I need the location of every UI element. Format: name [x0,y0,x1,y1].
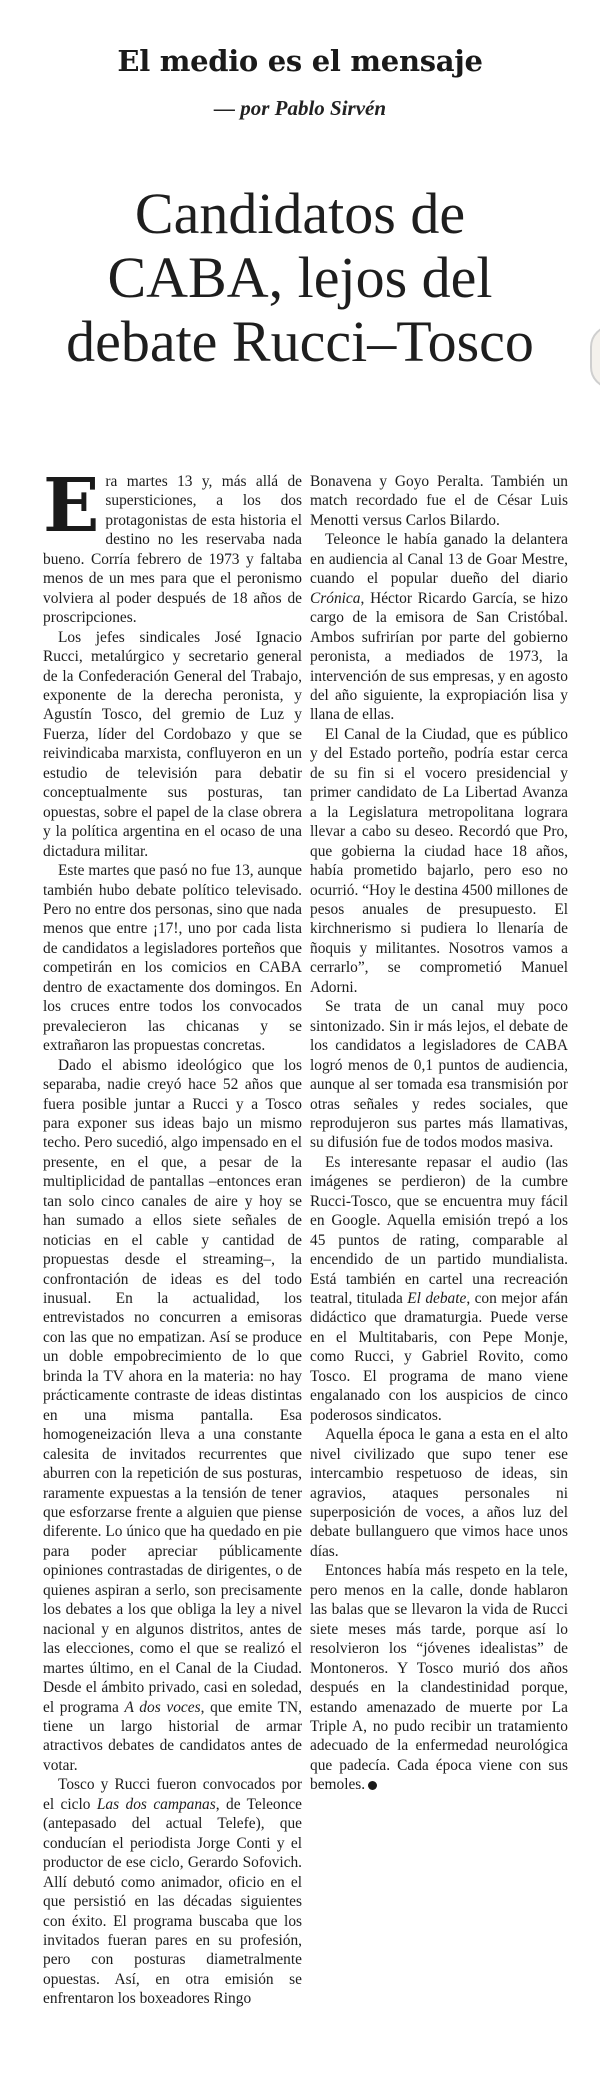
paragraph-9 [310,1153,568,1425]
play-title: El debate [407,1290,467,1308]
paragraph-5-continuation: , de Teleonce (antepasado del actual Telefe), que conducían el periodista Jorge Conti y el productor de ese ciclo, Gerardo Sofovich. Allí debutó como animador, oficio en el que persistió en las décadas siguientes con éxito. El programa buscaba que los invitados fueran pares en su profesión, pero con posturas diametralmente opuestas. Así, en otra emisión se enfrentaron los boxeadores Ringo [43,1795,302,2008]
paragraph-11-text: Entonces había más respeto en la tele, pero menos en la calle, donde hablaron las balas que se llevaron la vida de Rucci siete meses más tarde, porque así lo resolvieron los “jóvenes idealistas” de Montoneros. Y Tosco murió dos años después en la clandestinidad porque, estando amenazado de muerte por La Triple A, no pudo recibir un tratamiento adecuado de la enfermedad neurológica que padecía. Cada época viene con sus bemoles. [310,1562,568,1794]
program-title: A dos voces [124,1698,201,1716]
paragraph-6 [310,530,568,725]
paragraph-5 [43,1775,302,2008]
right-column-flow [310,472,568,530]
end-of-article-mark [368,1781,377,1790]
author-byline: — por Pablo Sirvén [213,96,387,120]
paragraph-8: Se trata de un canal muy poco sintonizado. Sin ir más lejos, el debate de los candidatos a legisladores de CABA logró menos de 0,1 puntos de audiencia, aunque al ser tomada esa transmisión por otras señales y redes sociales, que reprodujeron sus partes más llamativas, su difusión fue de todos modos masiva. [310,998,568,1152]
paragraph-4 [43,1056,302,1776]
paragraph-5-overflow: Bonavena y Goyo Peralta. También un match recordado fue el de César Luis Menotti versus Carlos Bilardo. [310,473,568,529]
drop-cap: E [43,463,100,549]
article-column-left [43,463,302,2009]
paragraph-7: El Canal de la Ciudad, que es público y del Estado porteño, podría estar cerca de su fin si el vocero presidencial y primer candidato de La Libertad Avanza a la Legislatura metropolitana lograra llevar a cabo su deseo. Recordó que Pro, que gobierna la ciudad hace 18 años, había prometido bajarlo, pero eso no ocurrió. “Hoy le destina 4500 millones de pesos anuales de presupuesto. El kirchnerismo si pudiera lo llenaría de ñoquis y militantes. Nosotros vamos a cerrarlo”, se comprometió Manuel Adorni. [310,725,568,996]
headline-line-2: CABA, lejos del [107,245,493,310]
headline [20,182,580,374]
headline-line-1: Candidatos de [134,181,466,246]
paragraph-10: Aquella época le gana a esta en el alto nivel civilizado que supo tener ese intercambio respetuoso de ideas, sin agravios, ataques personales ni superposición de voces, a años luz del debate bullanguero que vimos hace unos días. [310,1426,568,1560]
tv-cycle-title: Las dos campanas [96,1795,216,1813]
paragraph-6-continuation: , Héctor Ricardo García, se hizo cargo de la emisora de San Cristóbal. Ambos sufrirían por parte del gobierno peronista, a mediados de 1973, la intervención de sus empresas, y en agosto del año siguiente, la expropiación lisa y llana de ellas. [310,589,568,724]
paragraph-5-text: Tosco y Rucci fueron convocados por el ciclo [43,1776,302,1813]
paragraph-4-tail: , que emite TN, tiene un largo historial de armar atractivos debates de candidatos antes de votar. [43,1698,302,1774]
paragraph-2: Los jefes sindicales José Ignacio Rucci, metalúrgico y secretario general de la Confederación General del Trabajo, exponente de la derecha peronista, y Agustín Tosco, del gremio de Luz y Fuerza, líder del Cordobazo y que se reivindicaba marxista, confluyeron en un estudio de televisión para debatir conceptualmente sus posturas, tan opuestas, sobre el papel de la clase obrera y la política argentina en el ocaso de una dictadura militar. [43,628,302,860]
paragraph-4-text: Dado el abismo ideológico que los separaba, nadie creyó hace 52 años que fuera posible juntar a Rucci y a Tosco para exponer sus ideas bajo un mismo techo. Pero sucedió, algo impensado en el presente, en el que, a pesar de la multiplicidad de pantallas –entonces eran tan solo cinco canales de aire y hoy se han sumado a ellos siete señales de noticias en el cable y cantidad de propuestas desde el streaming–, la confrontación de ideas es del todo inusual. En la actualidad, los entrevistados no concurren a emisoras con las que no empatizan. Así se produce un doble empobrecimiento de lo que brinda la TV ahora en la materia: no hay prácticamente contraste de ideas distintas en una misma pantalla. Esa homogeneización lleva a una constante calesita de invitados recurrentes que aburren con la repetición de sus posturas, raramente expuestas a la tensión de tener que esforzarse frente a alguien que piense diferente. Lo único que ha quedado en pie para poder apreciar públicamente opiniones contrastadas de dirigentes, o de quienes aspiran a serlo, son precisamente los debates a los que obliga la ley a nivel nacional y en algunos distritos, antes de las elecciones, como el que se realizó el martes último, en el Canal de la Ciudad. Desde el ámbito privado, casi en soledad, el programa [43,1056,302,1716]
paragraph-6-text: Teleonce le había ganado la delantera en audiencia al Canal 13 de Goar Mestre, cuando el popular dueño del diario [310,531,568,588]
paragraph-9-continuation: , con mejor afán didáctico que dramaturgia. Puede verse en el Multitabaris, con Pepe Monje, como Rucci, y Gabriel Rovito, como Tosco. El programa de mano viene engalanado con los auspicios de cinco poderosos sindicatos. [310,1290,568,1424]
paragraph-1-text: ra martes 13 y, más allá de supersticiones, a los dos protagonistas de esta historia el destino no les reservaba nada bueno. Corría febrero de 1973 y faltaba menos de un mes para que el peronismo volviera al poder después de 18 años de proscripciones. [43,473,302,627]
newspaper-title: Crónica [310,589,361,607]
paragraph-3: Este martes que pasó no fue 13, aunque también hubo debate político televisado. Pero no entre dos personas, sino que nada menos que entre ¡17!, uno por cada lista de candidatos a legisladores porteños que competirán en los comicios en CABA dentro de exactamente dos domingos. En los cruces entre todos los convocados prevalecieron las chicanas y se extrañaron las propuestas concretas. [43,862,302,1055]
article-column-right [310,472,568,1795]
column-section-title: El medio es el mensaje [117,44,483,78]
paragraph-1 [43,463,302,628]
headline-line-3: debate Rucci–Tosco [66,309,534,374]
paragraph-9-text: Es interesante repasar el audio (las imágenes se perdieron) de la cumbre Rucci-Tosco, que se encuentra muy fácil en Google. Aquella emisión trepó a los 45 puntos de rating, comparable al encendido de un partido mundialista. Está también en cartel una recreación teatral, titulada [310,1153,568,1308]
author-photo-edge [590,325,600,389]
paragraph-11 [310,1561,568,1794]
